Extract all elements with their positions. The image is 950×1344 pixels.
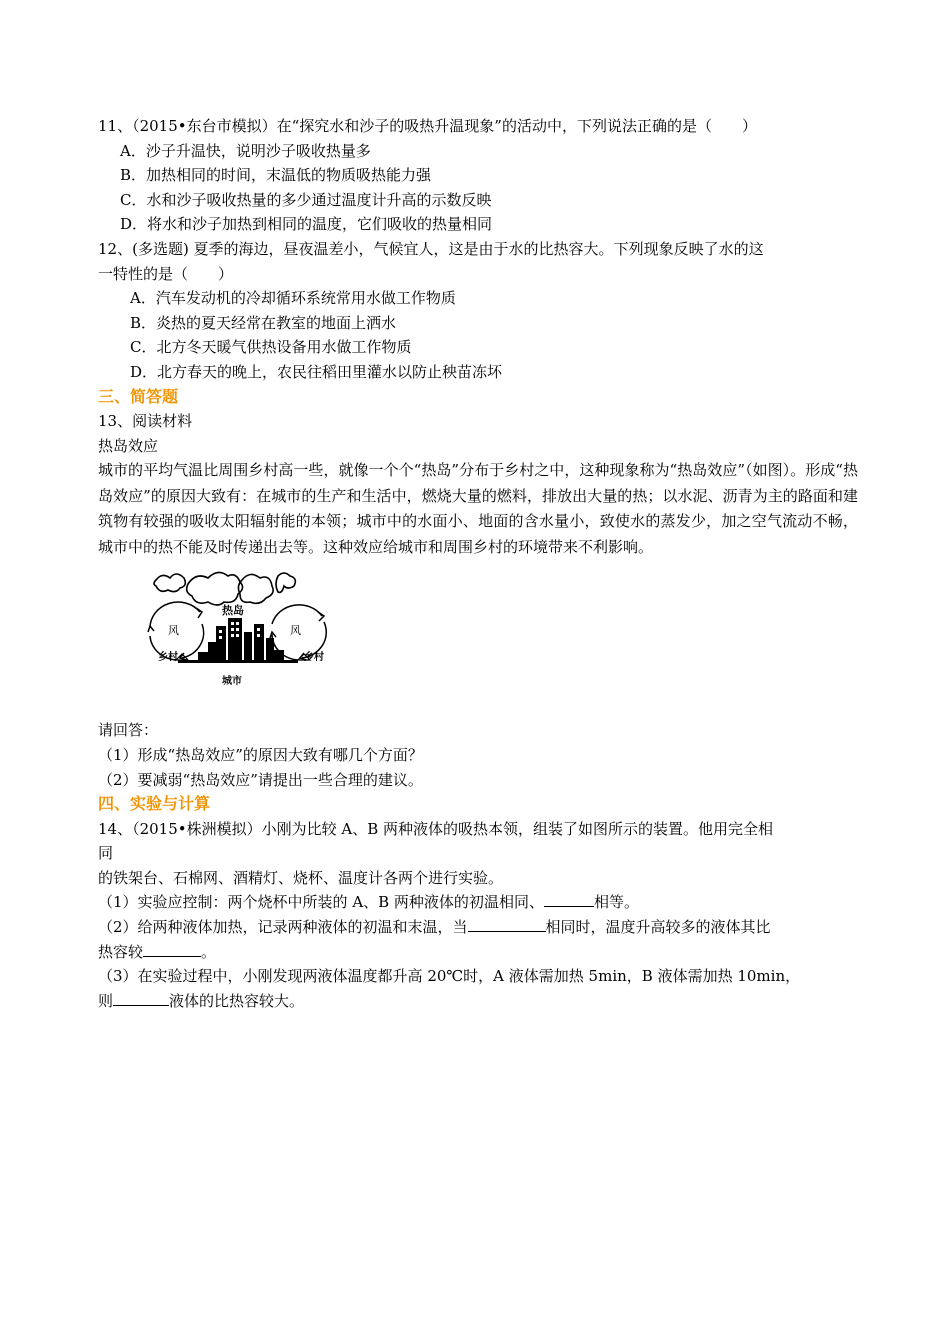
q14-sub2-text-b: 相同时，温度升高较多的液体其比 <box>545 918 771 937</box>
q14-sub3-text-c: 液体的比热容较大。 <box>169 991 305 1010</box>
q14-stem-line3: 的铁架台、石棉网、酒精灯、烧杯、温度计各两个进行实验。 <box>98 868 504 887</box>
q14-sub2-line2 <box>98 940 858 965</box>
q12-option-b: B．炎热的夏天经常在教室的地面上洒水 <box>130 313 397 332</box>
q11-option-c: C．水和沙子吸收热量的多少通过温度计升高的示数反映 <box>120 190 492 209</box>
q13-sub2: （2）要减弱“热岛效应”请提出一些合理的建议。 <box>98 770 423 789</box>
q12-stem-line1: 12、(多选题) 夏季的海边，昼夜温差小，气候宜人，这是由于水的比热容大。下列现象反映了水的这 <box>98 239 764 258</box>
q14-stem-line1: 14、（2015•株洲模拟）小刚为比较 A、B 两种液体的吸热本领，组装了如图所示的装置。他用完全相 <box>98 819 774 838</box>
q14-sub1-text-a: （1）实验应控制：两个烧杯中所装的 A、B 两种液体的初温相同、 <box>98 893 544 912</box>
q14-sub1-text-b: 相等。 <box>593 893 639 912</box>
label-city: 城市 <box>222 676 242 688</box>
q11-option-b: B．加热相同的时间，末温低的物质吸热能力强 <box>120 166 432 185</box>
q13-sub1: （1）形成“热岛效应”的原因大致有哪几个方面？ <box>98 745 423 764</box>
q11-stem: 11、（2015•东台市模拟）在“探究水和沙子的吸热升温现象”的活动中，下列说法正确的是（ ） <box>98 117 757 135</box>
answer-blank-1[interactable] <box>544 891 594 907</box>
q14-sub1 <box>98 890 858 915</box>
q14-sub2-line1 <box>98 915 858 940</box>
section-3-heading: 三、简答题 <box>98 386 179 406</box>
q14-sub2-text-d: 。 <box>201 942 217 961</box>
label-village-right: 乡村 <box>304 652 324 664</box>
label-wind-left: 风 <box>168 624 179 638</box>
heat-island-diagram <box>138 566 338 696</box>
q12-stem-line2: 一特性的是（ ） <box>98 264 234 283</box>
q11-option-d: D．将水和沙子加热到相同的温度，它们吸收的热量相同 <box>120 215 493 234</box>
q14-sub2-text-c: 热容较 <box>98 942 144 961</box>
cloud-icon <box>154 573 295 606</box>
q11-option-a: A．沙子升温快，说明沙子吸收热量多 <box>120 141 371 160</box>
section-4-heading: 四、实验与计算 <box>98 794 211 814</box>
heat-island-figure <box>138 566 338 696</box>
q14-sub2-text-a: （2）给两种液体加热，记录两种液体的初温和末温，当 <box>98 918 468 937</box>
label-wind-right: 风 <box>290 624 301 638</box>
answer-blank-2[interactable] <box>468 916 546 932</box>
label-village-left: 乡村 <box>158 652 178 664</box>
q12-option-a: A．汽车发动机的冷却循环系统常用水做工作物质 <box>130 289 456 308</box>
q14-sub3-text-b: 则 <box>98 991 114 1010</box>
q13-material-paragraph: 城市的平均气温比周围乡村高一些，就像一个个“热岛”分布于乡村之中，这种现象称为“热岛效应”（如图）。形成“热岛效应”的原因大致有：在城市的生产和生活中，燃烧大量的燃料，排放出大量的热；以水泥、沥青为主的路面和建筑物有较强的吸收太阳辐射能的本领；城市中的水面小、地面的含水量小，致使水的蒸发少，加之空气流动不畅，城市中的热不能及时传递出去等。这种效应给城市和周围乡村的环境带来不利影响。 <box>98 461 858 556</box>
q12-option-c: C．北方冬天暖气供热设备用水做工作物质 <box>130 338 412 357</box>
q14-stem-line2: 同 <box>98 844 114 863</box>
q13-ask: 请回答： <box>98 721 159 740</box>
answer-blank-3[interactable] <box>143 941 201 957</box>
worksheet-page <box>98 114 858 1013</box>
q13-material-title: 热岛效应 <box>98 436 159 455</box>
q13-stem: 13、阅读材料 <box>98 412 193 431</box>
label-heat-island: 热岛 <box>222 604 244 618</box>
answer-blank-4[interactable] <box>113 990 169 1006</box>
q14-sub3-line1: （3）在实验过程中，小刚发现两液体温度都升高 20℃时，A 液体需加热 5min，B 液体需加热 10min， <box>98 967 801 986</box>
q12-option-d: D．北方春天的晚上，农民往稻田里灌水以防止秧苗冻坏 <box>130 362 503 381</box>
q14-sub3-line2 <box>98 989 858 1014</box>
